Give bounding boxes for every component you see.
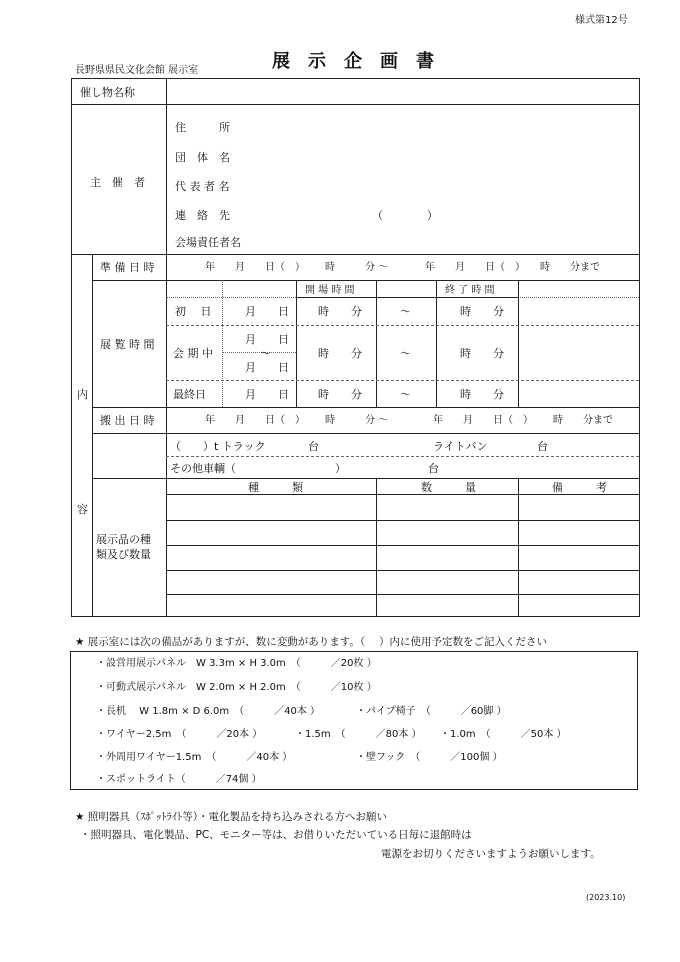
representative-label: 代 表 者 名: [175, 180, 230, 193]
last-day-label: 最終日: [173, 388, 206, 401]
border: [71, 616, 640, 617]
border: [296, 297, 518, 298]
first-day-label: 初 日: [175, 305, 212, 318]
open-time-header: 開 場 時 間: [305, 285, 355, 296]
exhibition-label: 展 覧 時 間: [100, 338, 155, 351]
group-label: 団 体 名: [175, 151, 230, 164]
border: [71, 78, 72, 616]
during-wave: 〜: [260, 347, 271, 360]
during-date-start: 月 日: [245, 333, 289, 346]
last-day-tilde: ～: [400, 388, 411, 401]
equipment-notice: ★ 展示室には次の備品がありますが、数に変動があります。（ ）内に使用予定数をご記入ください: [75, 636, 547, 648]
prep-label: 準 備 日 時: [100, 261, 155, 274]
divider: [166, 297, 296, 298]
equipment-item: ・パイプ椅子 （ ／60脚 ）: [356, 706, 507, 717]
event-name-field[interactable]: [168, 80, 637, 103]
lighting-line1: ・照明器具、電化製品、PC、モニター等は、お借りいただいている日毎に退館時は: [80, 829, 472, 841]
prep-from-date: 年 月 日（ ）: [205, 262, 305, 273]
equipment-item: ・スポットライト（ ／74個 ）: [96, 774, 262, 785]
prep-from-time: 時 分 ～: [325, 262, 389, 273]
equipment-item: ・長机 W 1.8m × D 6.0m （ ／40本 ）: [96, 706, 321, 717]
other-vehicle-unit: 台: [428, 462, 439, 475]
last-day-close: 時 分: [460, 388, 504, 401]
border: [166, 494, 639, 495]
during-close: 時 分: [460, 347, 504, 360]
equipment-item: ・外周用ワイヤー1.5m （ ／40本 ）: [96, 752, 293, 763]
border: [436, 280, 437, 407]
last-day-date: 月 日: [245, 388, 289, 401]
border: [518, 478, 519, 616]
border: [71, 254, 639, 255]
divider: [166, 380, 639, 381]
border: [166, 78, 167, 254]
page-title: 展 示 企 画 書: [272, 51, 434, 72]
equipment-box: [70, 651, 638, 790]
lightvan-unit: 台: [537, 440, 548, 453]
border: [92, 280, 639, 281]
divider: [222, 352, 296, 353]
contact-label: 連 絡 先: [175, 209, 230, 222]
equipment-item: ・ワイヤー2.5m （ ／20本 ）: [96, 729, 263, 740]
truck-unit: 台: [308, 440, 319, 453]
prep-to-time: 時 分まで: [540, 262, 600, 273]
border: [92, 407, 639, 408]
lighting-line2: 電源をお切りくださいますようお願いします。: [381, 848, 601, 860]
border: [296, 280, 297, 407]
equipment-item: ・可動式展示パネル W 2.0m × H 2.0m （ ／10枚 ）: [96, 682, 377, 693]
border: [639, 78, 640, 616]
border: [166, 254, 167, 616]
border: [71, 104, 639, 105]
border: [166, 520, 639, 521]
divider: [166, 456, 639, 457]
during-date-end: 月 日: [245, 361, 289, 374]
divider: [518, 297, 639, 298]
equipment-item: ・1.0m （ ／50本 ）: [440, 729, 567, 740]
truck-label: （ ）t トラック: [170, 440, 266, 453]
event-name-label: 催し物名称: [80, 86, 135, 99]
col-qty-header: 数 量: [421, 481, 476, 494]
border: [166, 570, 639, 571]
contact-paren: （ ）: [372, 209, 438, 222]
other-vehicle-label: その他車輌（ ）: [170, 462, 346, 475]
exhibits-label-line2: 類及び数量: [96, 548, 151, 561]
first-day-open: 時 分: [318, 305, 362, 318]
first-day-close: 時 分: [460, 305, 504, 318]
equipment-item: ・壁フック （ ／100個 ）: [356, 752, 503, 763]
content-label-1: 内: [77, 388, 88, 401]
exhibits-label-line1: 展示品の種: [96, 533, 151, 546]
venue-name: 長野県県民文化会館 展示室: [75, 65, 199, 76]
removal-from-time: 時 分 ～: [325, 415, 389, 426]
venue-manager-label: 会場責任者名: [175, 236, 241, 249]
border: [166, 594, 639, 595]
removal-to-date: 年 月 日（ ）: [433, 415, 533, 426]
divider: [222, 280, 223, 407]
border: [92, 433, 639, 434]
divider: [166, 325, 639, 326]
content-label-2: 容: [77, 503, 88, 516]
organizer-label: 主 催 者: [90, 176, 145, 189]
organizer-fields[interactable]: [260, 108, 630, 248]
col-note-header: 備 考: [552, 481, 607, 494]
removal-label: 搬 出 日 時: [100, 414, 155, 427]
lighting-notice: ★ 照明器具（ｽﾎﾟｯﾄﾗｲﾄ等）・電化製品を持ち込みされる方へお願い: [75, 811, 387, 823]
border: [71, 78, 639, 79]
border: [92, 478, 639, 479]
removal-from-date: 年 月 日（ ）: [205, 415, 305, 426]
border: [166, 545, 639, 546]
during-open: 時 分: [318, 347, 362, 360]
first-day-tilde: ～: [400, 305, 411, 318]
during-label: 会 期 中: [173, 347, 213, 360]
close-time-header: 終 了 時 間: [445, 285, 495, 296]
address-label: 住 所: [175, 121, 230, 134]
border: [518, 280, 519, 407]
equipment-item: ・1.5m （ ／80本 ）: [295, 729, 422, 740]
border: [92, 254, 93, 616]
first-day-date: 月 日: [245, 305, 289, 318]
form-number: 様式第12号: [575, 15, 628, 26]
lightvan-label: ライトバン: [433, 440, 488, 453]
border: [376, 280, 377, 407]
col-type-header: 種 類: [248, 481, 303, 494]
removal-to-time: 時 分まで: [553, 415, 613, 426]
version: (2023.10): [586, 893, 626, 902]
prep-to-date: 年 月 日（ ）: [425, 262, 525, 273]
equipment-item: ・設営用展示パネル W 3.3m × H 3.0m （ ／20枚 ）: [96, 658, 377, 669]
during-tilde: ～: [400, 347, 411, 360]
border: [376, 478, 377, 616]
last-day-open: 時 分: [318, 388, 362, 401]
